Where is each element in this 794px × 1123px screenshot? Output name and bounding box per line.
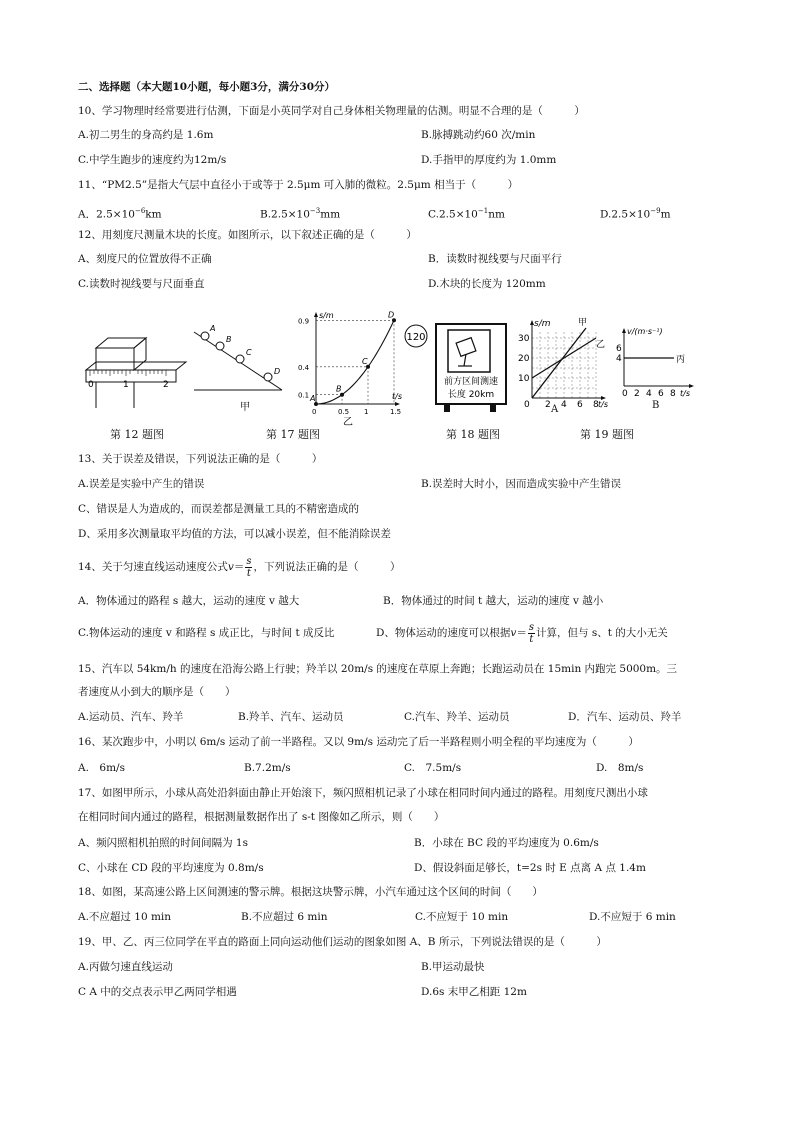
q18-option-d: D.不应短于 6 min xyxy=(589,911,676,923)
fig17b-caption: 乙 xyxy=(343,417,353,428)
fig19a-caption: A xyxy=(551,404,559,415)
q13-option-b: B.误差时大时小，因而造成实验中产生错误 xyxy=(421,478,622,490)
fig17b-ytick: 0.1 xyxy=(298,391,310,400)
fig19b-xtick-8: 8 xyxy=(670,389,676,399)
q10-option-c: C.中学生跑步的速度约为12m/s xyxy=(78,154,227,166)
q10-stem: 10、学习物理时经常要进行估测，下面是小英同学对自己身体相关物理量的估测。明显不合理的是（ ） xyxy=(78,105,585,117)
fig17a-label-a: A xyxy=(210,324,216,333)
q11-option-d: $D.2.5\times 10^{-9}m$ xyxy=(600,207,671,221)
fig19b-xtick-0: 0 xyxy=(622,389,628,399)
fig17a-ball-b xyxy=(216,342,224,350)
q13-option-c: C、错误是人为造成的，而误差都是测量工具的不精密造成的 xyxy=(78,503,360,515)
q14-option-b: B．物体通过的时间 t 越大，运动的速度 v 越小 xyxy=(383,595,604,607)
q10-option-a: A.初二男生的身高约是 1.6m xyxy=(78,129,214,141)
fig12-tick-0: 0 xyxy=(88,380,94,390)
q19-stem: 19、甲、乙、丙三位同学在平直的路面上同向运动他们运动的图象如图 A、B 所示，下列说法错误的是（ ） xyxy=(78,936,607,948)
fig19a-line-jia xyxy=(532,328,586,398)
fig17b-ytick: 0.9 xyxy=(298,317,310,326)
q17-option-a: A、频闪照相机拍照的时间间隔为 1s xyxy=(78,837,248,849)
q15-stem-cont: 者速度从小到大的顺序是（ ） xyxy=(78,686,236,698)
fig17b-series-line xyxy=(316,320,394,404)
q16-option-b: B.7.2m/s xyxy=(244,762,291,774)
fig18-line2: 长度 20km xyxy=(447,390,495,400)
q17-stem-cont: 在相同时间内通过的路程，根据测量数据作出了 s-t 图像如乙所示，则（ ） xyxy=(78,811,445,823)
fig19b-graph xyxy=(614,324,698,398)
q16-option-d: D. 8m/s xyxy=(596,762,644,774)
fig19a-ytick-0: 0 xyxy=(524,400,530,410)
fig17b-xtick: 1.5 xyxy=(390,408,402,416)
q15-stem: 15、汽车以 54km/h 的速度在沿海公路上行驶；羚羊以 20m/s 的速度在草原上奔跑；长跑运动员在 15min 内跑完 5000m。三 xyxy=(78,663,678,675)
q19-option-b: B.甲运动最快 xyxy=(421,961,485,973)
q11-option-a: A．$2.5\times 10^{-6}km$ xyxy=(78,207,162,221)
fig19b-ytick-4: 4 xyxy=(616,354,622,364)
fig19a-series-jia: 甲 xyxy=(578,318,588,328)
fig19b-xlabel: t/s xyxy=(680,389,690,398)
section-title: 二、选择题（本大题10小题，每小题3分，满分30分） xyxy=(78,81,336,93)
fig12-block xyxy=(96,338,146,370)
q14-option-a: A．物体通过的路程 s 越大，运动的速度 v 越大 xyxy=(78,595,300,607)
q14-formula-fraction: $\frac{s}{t}$ xyxy=(246,555,252,579)
q14-option-d: D、物体运动的速度可以根据v＝ $\frac{s}{t}$ 计算，但与 s、t 的大小无关 xyxy=(376,621,668,645)
q19-option-a: A.丙做匀速直线运动 xyxy=(78,961,173,973)
fig19b-xtick-6: 6 xyxy=(658,389,664,399)
caption-fig18: 第 18 题图 xyxy=(446,428,500,441)
q17-option-b: B．小球在 BC 段的平均速度为 0.6m/s xyxy=(414,837,599,849)
q17-option-d: D、假设斜面足够长，t=2s 时 E 点离 A 点 1.4m xyxy=(414,862,646,874)
fig19a-series-yi: 乙 xyxy=(596,340,606,350)
q11-option-c: $C.2.5\times 10^{-1}nm$ xyxy=(428,207,505,221)
caption-fig19: 第 19 题图 xyxy=(580,428,634,441)
fig19b-xtick-2: 2 xyxy=(634,389,640,399)
fig17a-ball-c xyxy=(236,355,244,363)
fig18-speed-sign xyxy=(402,318,514,422)
fig18-speed-value: 120 xyxy=(406,332,426,343)
fig19b-xtick-4: 4 xyxy=(646,389,652,399)
q16-stem: 16、某次跑步中，小明以 6m/s 运动了前一半路程。又以 9m/s 运动完了后一半路程则小明全程的平均速度为（ ） xyxy=(78,736,639,748)
q12-option-a: A、刻度尺的位置放得不正确 xyxy=(78,253,212,265)
fig12-tick-2: 2 xyxy=(163,380,169,390)
fig19a-ylabel: s/m xyxy=(534,319,551,329)
fig18-leg-right xyxy=(490,404,496,412)
q13-option-d: D、采用多次测量取平均值的方法，可以减小误差，但不能消除误差 xyxy=(78,528,391,540)
fig17b-xtick: 1 xyxy=(364,408,369,416)
q16-option-c: C. 7.5m/s xyxy=(404,762,462,774)
fig17b-point-label: D xyxy=(388,310,395,320)
fig12-ruler-block xyxy=(82,330,190,410)
q11-option-b: $B.2.5\times 10^{-3}mm$ xyxy=(260,207,341,221)
q19-option-c: C A 中的交点表示甲乙两同学相遇 xyxy=(78,986,237,998)
fig19b-ylabel: v/(m·s⁻¹) xyxy=(627,327,663,336)
q12-option-d: D.木块的长度为 120mm xyxy=(428,278,546,290)
fig17a-label-b: B xyxy=(226,335,232,344)
fig19b-ytick-6: 6 xyxy=(616,344,622,354)
fig12-ruler-ticks xyxy=(90,370,166,376)
fig19a-xtick-8: 8 xyxy=(593,400,599,410)
fig19b-caption: B xyxy=(652,400,660,411)
q14-stem: 14、关于匀速直线运动速度公式v＝ $\frac{s}{t}$ ，下列说法正确的是（ ） xyxy=(78,555,401,579)
q13-option-a: A.误差是实验中产生的错误 xyxy=(78,478,205,490)
caption-fig12: 第 12 题图 xyxy=(110,428,164,441)
q11-stem: 11、“PM2.5”是指大气层中直径小于或等于 2.5μm 可入肺的微粒。2.5μm 相当于（ ） xyxy=(78,179,519,191)
fig17b-ytick: 0.4 xyxy=(298,363,310,372)
fig17b-point-label: B xyxy=(336,384,342,394)
q10-option-d: D.手指甲的厚度约为 1.0mm xyxy=(421,154,557,166)
q10-option-b: B.脉搏跳动约60 次/min xyxy=(421,129,536,141)
fig17b-point-label: A xyxy=(310,394,316,403)
fig19a-grid xyxy=(532,330,596,398)
q17-stem: 17、如图甲所示，小球从高处沿斜面由静止开始滚下，频闪照相机记录了小球在相同时间内通过的路程。用刻度尺测出小球 xyxy=(78,787,648,799)
fig17a-ball-d xyxy=(264,373,272,381)
q15-option-a: A.运动员、汽车、羚羊 xyxy=(78,711,184,723)
q18-option-b: B.不应超过 6 min xyxy=(241,911,328,923)
fig19a-xtick-4: 4 xyxy=(561,400,567,410)
fig19a-ytick-30: 30 xyxy=(518,334,530,344)
q15-option-d: D．汽车、运动员、羚羊 xyxy=(568,711,682,723)
q12-option-c: C.读数时视线要与尺面垂直 xyxy=(78,278,205,290)
q17-option-c: C、小球在 CD 段的平均速度为 0.8m/s xyxy=(78,862,264,874)
q18-option-c: C.不应短于 10 min xyxy=(415,911,509,923)
q18-option-a: A.不应超过 10 min xyxy=(78,911,172,923)
q18-stem: 18、如图，某高速公路上区间测速的警示牌。根据这块警示牌，小汽车通过这个区间的时间（ ） xyxy=(78,886,543,898)
q12-option-b: B．读数时视线要与尺面平行 xyxy=(428,253,562,265)
fig17b-ylabel: s/m xyxy=(319,311,334,320)
fig19b-series-bing: 丙 xyxy=(676,355,686,365)
fig19a-xlabel: t/s xyxy=(598,400,608,409)
fig19a-xtick-6: 6 xyxy=(577,400,583,410)
q15-option-b: B.羚羊、汽车、运动员 xyxy=(238,711,344,723)
q16-option-a: A. 6m/s xyxy=(78,762,125,774)
fig17b-graph xyxy=(296,308,406,428)
fig17a-label-c: C xyxy=(246,348,252,357)
fig18-leg-left xyxy=(444,404,450,412)
fig17b-xtick: 0.5 xyxy=(338,408,350,416)
q15-option-c: C.汽车、羚羊、运动员 xyxy=(404,711,510,723)
fig17b-xlabel: t/s xyxy=(392,392,402,401)
fig17a-caption: 甲 xyxy=(240,402,250,413)
q19-option-d: D.6s 末甲乙相距 12m xyxy=(421,986,527,998)
fig17b-point-label: C xyxy=(362,356,368,366)
fig18-line1: 前方区间测速 xyxy=(443,377,499,387)
fig19a-ytick-20: 20 xyxy=(518,354,530,364)
fig19a-graph xyxy=(512,316,610,410)
fig17a-label-d: D xyxy=(274,367,281,376)
caption-fig17: 第 17 题图 xyxy=(266,428,320,441)
fig17a-ball-a xyxy=(201,332,209,340)
fig19a-xtick-2: 2 xyxy=(545,400,551,410)
fig19a-ytick-10: 10 xyxy=(518,374,530,384)
q14-option-c: C.物体运动的速度 v 和路程 s 成正比，与时间 t 成反比 xyxy=(78,627,335,639)
q13-stem: 13、关于误差及错误，下列说法正确的是（ ） xyxy=(78,453,323,465)
fig17a-incline xyxy=(190,318,290,418)
fig17b-xtick: 0 xyxy=(312,408,317,416)
q12-stem: 12、用刻度尺测量木块的长度。如图所示，以下叙述正确的是（ ） xyxy=(78,229,417,241)
fig12-tick-1: 1 xyxy=(123,380,129,390)
